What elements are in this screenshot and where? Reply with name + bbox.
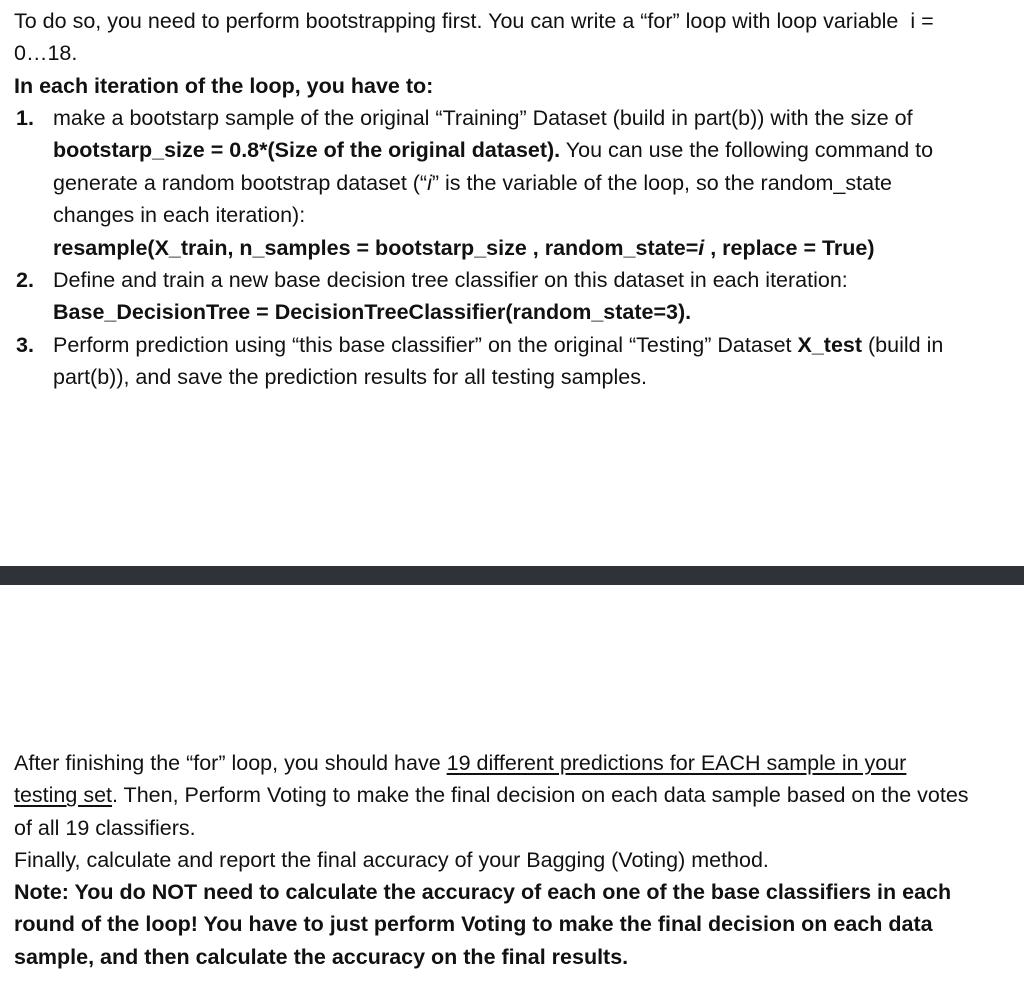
finally-paragraph: Finally, calculate and report the final accuracy of your Bagging (Voting) method. — [14, 848, 769, 872]
step-number: 1. — [16, 106, 34, 130]
list-item: 1. make a bootstarp sample of the original “Training” Dataset (build in part(b)) with the size of bootstarp_size = 0.8*(Size of the original dataset). You can use the following command to generate a random bootstrap dataset (“i” is the variable of the loop, so the random_state changes in each iteration): resample(X_train, n_samples = bootstarp_size , random_state=i , replace = True) — [14, 102, 972, 264]
decision-tree-code: Base_DecisionTree = DecisionTreeClassifier(random_state=3). — [53, 300, 692, 325]
intro-paragraph: To do so, you need to perform bootstrapping first. You can write a “for” loop with loop variable i = 0…18. — [14, 9, 934, 66]
note-paragraph: Note: You do NOT need to calculate the accuracy of each one of the base classifiers in each round of the loop! You have to just perform Voting to make the final decision on each data sample, and then calculate the accuracy on the final results. — [14, 880, 952, 969]
after-loop-paragraph: After finishing the “for” loop, you should have 19 different predictions for EACH sample in your testing set. Then, Perform Voting to make the final decision on each data sample based on the votes of all 19 classifiers. — [14, 751, 969, 840]
loop-heading: In each iteration of the loop, you have to: — [14, 74, 434, 98]
list-item: 2. Define and train a new base decision tree classifier on this dataset in each iteration: Base_DecisionTree = DecisionTreeClassifier(random_state=3). — [14, 264, 972, 329]
step-number: 3. — [16, 332, 34, 357]
resample-code: resample(X_train, n_samples = bootstarp_size , random_state=i , replace = True) — [53, 235, 875, 260]
step-number: 2. — [16, 268, 34, 293]
list-item: 3. Perform prediction using “this base classifier” on the original “Testing” Dataset X_test (build in part(b)), and save the prediction results for all testing samples. — [14, 329, 972, 394]
page-separator-band — [0, 566, 1024, 585]
loop-steps-list — [14, 102, 972, 394]
